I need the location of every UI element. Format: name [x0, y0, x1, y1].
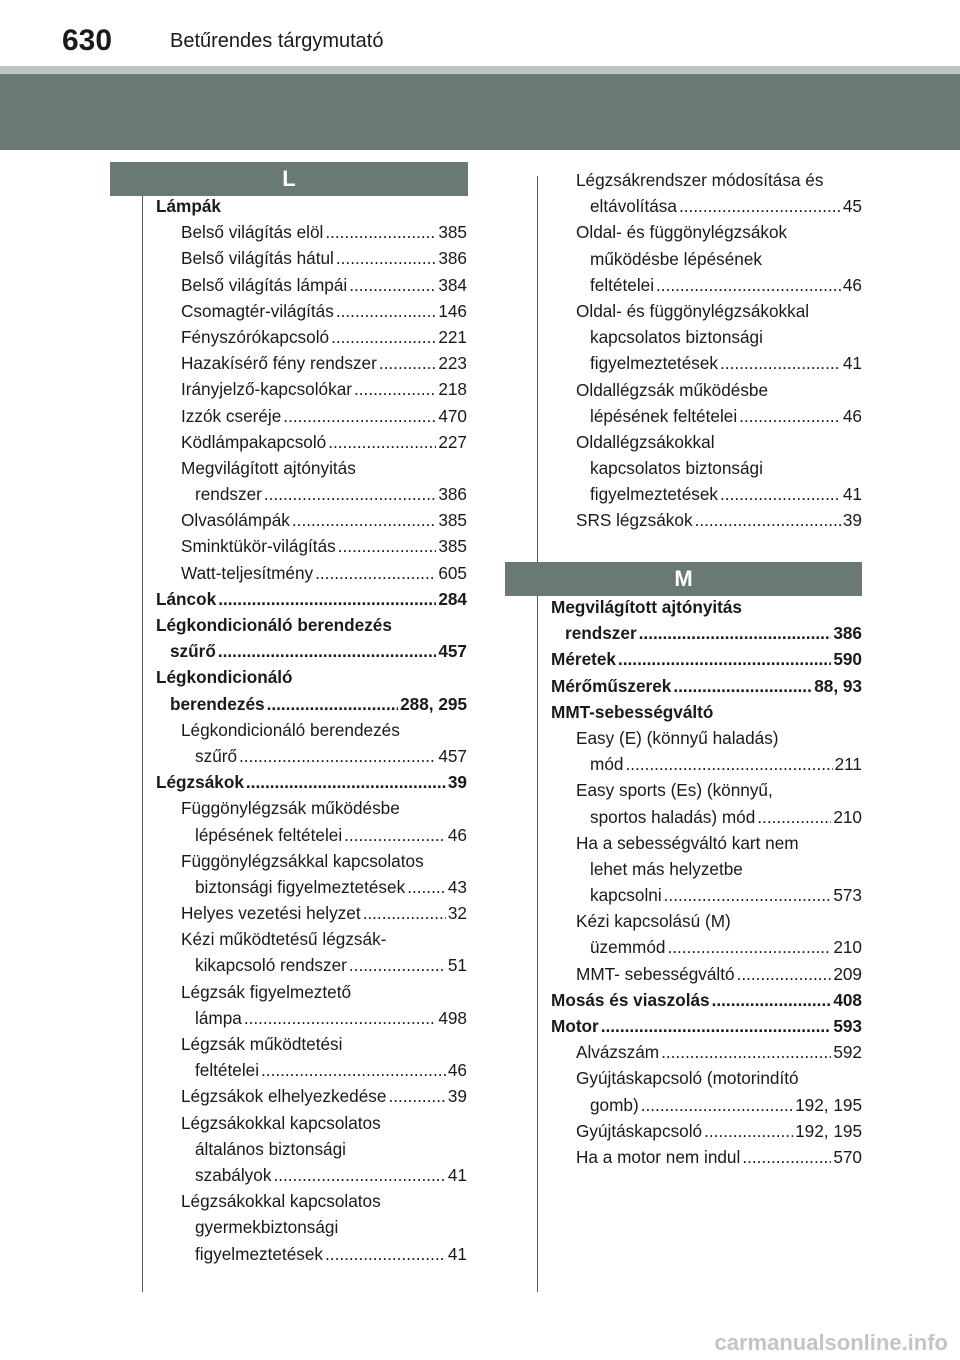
- index-entry-leader: [354, 376, 436, 402]
- index-entry-text: Belső világítás lámpái: [181, 274, 348, 295]
- index-entry-text: Gyújtáskapcsoló (motorindító: [576, 1068, 799, 1089]
- index-entry: [156, 507, 467, 533]
- index-entry-leader: [315, 560, 436, 586]
- index-entry-leader: [336, 298, 436, 324]
- index-entry-leader: [618, 646, 831, 672]
- index-entry-text: Függönylégzsák működésbe: [181, 798, 400, 819]
- index-entry-text: Watt-teljesítmény: [181, 562, 314, 583]
- index-entry: [551, 751, 862, 777]
- index-entry-page: 498: [438, 1007, 467, 1028]
- index-entry: [551, 324, 862, 350]
- index-entry: [156, 586, 467, 612]
- index-entry-text: Mérőműszerek: [551, 675, 672, 696]
- index-entry-leader: [757, 804, 831, 830]
- index-entry-page: 46: [447, 824, 467, 845]
- index-entry-leader: [336, 245, 436, 271]
- index-entry: [551, 646, 862, 672]
- index-entry: [551, 856, 862, 882]
- index-entry-page: 192, 195: [795, 1094, 862, 1115]
- index-entry-page: 41: [842, 484, 862, 505]
- index-entry-text: feltételei: [590, 274, 655, 295]
- index-entry: [551, 725, 862, 751]
- index-entry-page: 211: [834, 754, 862, 775]
- index-entry-page: 41: [447, 1164, 467, 1185]
- index-entry: [551, 620, 862, 646]
- index-entry-leader: [720, 350, 841, 376]
- index-entry-text: kikapcsoló rendszer: [195, 955, 347, 976]
- index-entry: [551, 673, 862, 699]
- index-entry: [156, 272, 467, 298]
- index-entry-text: gyermekbiztonsági: [195, 1217, 339, 1238]
- index-entry-text: kapcsolni: [590, 885, 662, 906]
- section-header-m: M: [505, 562, 862, 596]
- index-entry-text: Easy (E) (könnyű haladás): [576, 727, 779, 748]
- index-entry: [156, 952, 467, 978]
- index-entry-text: Oldallégzsák működésbe: [576, 379, 769, 400]
- index-entry: [551, 219, 862, 245]
- index-entry-leader: [239, 743, 436, 769]
- index-entry-leader: [325, 219, 436, 245]
- index-entry-page: 51: [447, 955, 467, 976]
- index-entry-leader: [737, 961, 832, 987]
- index-entry-text: MMT-sebességváltó: [551, 701, 714, 722]
- header-band: [0, 74, 960, 150]
- index-column-left: [156, 193, 467, 1267]
- index-entry-page: 408: [833, 989, 862, 1010]
- index-entry: [156, 848, 467, 874]
- index-entry-text: szabályok: [195, 1164, 272, 1185]
- index-entry-page: 46: [842, 274, 862, 295]
- index-entry-text: kapcsolatos biztonsági: [590, 458, 763, 479]
- index-entry-text: Függönylégzsákkal kapcsolatos: [181, 850, 424, 871]
- index-entry-text: Megvilágított ajtónyitás: [551, 597, 742, 617]
- index-entry-leader: [739, 403, 841, 429]
- index-entry-page: 227: [438, 431, 467, 452]
- index-entry: [156, 219, 467, 245]
- index-entry-text: Légzsákokkal kapcsolatos: [181, 1191, 381, 1212]
- index-entry-page: 570: [833, 1146, 862, 1167]
- index-entry-text: rendszer: [195, 484, 262, 505]
- index-entry-leader: [349, 952, 446, 978]
- index-entry: [551, 455, 862, 481]
- index-entry-leader: [388, 1083, 445, 1109]
- index-entry-leader: [667, 934, 831, 960]
- index-entry: [156, 481, 467, 507]
- index-entry-text: Láncok: [156, 588, 217, 609]
- index-entry-text: lépésének feltételei: [195, 824, 343, 845]
- index-entry-text: berendezés: [170, 693, 265, 714]
- index-entry: [156, 900, 467, 926]
- index-entry: [156, 403, 467, 429]
- index-entry-text: Izzók cseréje: [181, 405, 282, 426]
- index-entry-text: MMT- sebességváltó: [576, 963, 735, 984]
- index-entry-page: 284: [438, 588, 467, 609]
- index-entry-page: 46: [842, 405, 862, 426]
- index-entry-leader: [664, 882, 832, 908]
- index-entry-leader: [601, 1013, 832, 1039]
- index-entry-text: lámpa: [195, 1007, 242, 1028]
- index-entry-text: Csomagtér-világítás: [181, 300, 334, 321]
- watermark-text: carmanualsonline.info: [714, 1330, 948, 1355]
- index-entry-leader: [742, 1144, 831, 1170]
- index-entry: [156, 1136, 467, 1162]
- index-entry: [156, 1005, 467, 1031]
- index-entry: [551, 429, 862, 455]
- index-entry-text: Ha a sebességváltó kart nem: [576, 832, 799, 853]
- index-entry: [551, 830, 862, 856]
- index-entry-text: Kézi működtetésű légzsák-: [181, 929, 387, 950]
- index-entry-leader: [338, 533, 437, 559]
- index-entry-text: Légzsák működtetési: [181, 1034, 343, 1054]
- index-entry-leader: [720, 481, 841, 507]
- index-entry: [551, 934, 862, 960]
- index-entry-text: Ha a motor nem indul: [576, 1146, 741, 1167]
- index-entry: [551, 1013, 862, 1039]
- index-entry: [156, 1214, 467, 1240]
- index-entry-page: 385: [438, 536, 467, 557]
- index-entry: [551, 1144, 862, 1170]
- index-entry-text: figyelmeztetések: [590, 484, 719, 505]
- index-entry: [551, 246, 862, 272]
- index-entry-page: 39: [842, 510, 862, 531]
- index-entry-page: 457: [438, 641, 467, 662]
- index-entry-page: 386: [438, 484, 467, 505]
- index-entry-text: Belső világítás elöl: [181, 222, 324, 243]
- index-entry: [156, 717, 467, 743]
- index-entry-text: sportos haladás) mód: [590, 806, 756, 827]
- index-entry: [156, 560, 467, 586]
- page-title: Betűrendes tárgymutató: [170, 30, 384, 52]
- index-entry: [551, 908, 862, 934]
- index-entry: [551, 882, 862, 908]
- index-entry: [156, 638, 467, 664]
- index-entry-leader: [363, 900, 446, 926]
- index-entry-text: feltételei: [195, 1060, 260, 1081]
- index-entry-leader: [673, 673, 812, 699]
- index-entry: [156, 429, 467, 455]
- index-entry-text: Gyújtáskapcsoló: [576, 1120, 703, 1141]
- index-entry: [551, 481, 862, 507]
- index-entry: [156, 1031, 467, 1057]
- index-entry-text: működésbe lépésének: [590, 248, 762, 269]
- index-entry: [551, 987, 862, 1013]
- index-entry: [156, 1162, 467, 1188]
- index-entry-text: Légkondicionáló berendezés: [181, 719, 400, 740]
- index-entry-text: Légkondicionáló berendezés: [156, 615, 392, 635]
- index-entry: [156, 455, 467, 481]
- index-entry: [551, 961, 862, 987]
- index-entry-page: 288, 295: [400, 693, 467, 714]
- index-entry-page: 470: [438, 405, 467, 426]
- index-entry-text: Irányjelző-kapcsolókar: [181, 379, 352, 400]
- index-entry-leader: [661, 1039, 831, 1065]
- index-entry-text: Sminktükör-világítás: [181, 536, 336, 557]
- header-divider: [0, 66, 960, 74]
- index-entry-leader: [641, 1092, 793, 1118]
- index-entry-text: Megvilágított ajtónyitás: [181, 457, 356, 478]
- index-entry: [551, 403, 862, 429]
- index-column-right-top: [551, 167, 862, 534]
- index-entry-leader: [325, 1241, 446, 1267]
- index-entry: [551, 193, 862, 219]
- index-entry: [156, 298, 467, 324]
- index-entry-text: gomb): [590, 1094, 639, 1115]
- index-entry-text: Motor: [551, 1016, 599, 1036]
- index-entry-page: 457: [438, 745, 467, 766]
- index-entry-text: Easy sports (Es) (könnyű,: [576, 780, 773, 801]
- index-entry-text: lehet más helyzetbe: [590, 858, 743, 879]
- index-entry-page: 192, 195: [795, 1120, 862, 1141]
- index-entry: [156, 1057, 467, 1083]
- index-entry: [156, 926, 467, 952]
- page-header: [0, 0, 960, 150]
- index-entry-text: Olvasólámpák: [181, 510, 290, 531]
- index-entry-text: SRS légzsákok: [576, 510, 693, 531]
- index-entry: [156, 193, 467, 219]
- index-entry-leader: [218, 638, 436, 664]
- index-entry: [156, 1241, 467, 1267]
- index-entry-leader: [273, 1162, 445, 1188]
- index-entry: [156, 245, 467, 271]
- index-entry: [156, 324, 467, 350]
- index-entry-text: Oldal- és függönylégzsákokkal: [576, 300, 810, 321]
- index-entry-leader: [246, 769, 446, 795]
- index-entry-page: 46: [447, 1060, 467, 1081]
- index-entry: [156, 769, 467, 795]
- index-entry: [156, 1188, 467, 1214]
- index-entry: [156, 979, 467, 1005]
- index-entry-text: üzemmód: [590, 937, 666, 958]
- index-entry-leader: [639, 620, 832, 646]
- index-entry: [551, 350, 862, 376]
- index-entry-leader: [267, 691, 399, 717]
- index-entry-text: Fényszórókapcsoló: [181, 326, 330, 347]
- index-entry-text: rendszer: [565, 623, 637, 644]
- index-entry-text: kapcsolatos biztonsági: [590, 327, 763, 348]
- index-entry-text: Légkondicionáló: [156, 667, 293, 688]
- index-entry-page: 41: [842, 353, 862, 374]
- index-entry-leader: [244, 1005, 437, 1031]
- index-entry: [551, 272, 862, 298]
- index-entry-text: Mosás és viaszolás: [551, 989, 710, 1010]
- index-entry: [156, 612, 467, 638]
- index-entry-page: 573: [833, 885, 862, 906]
- index-entry-leader: [344, 822, 446, 848]
- index-entry-text: Légzsákrendszer módosítása és: [576, 170, 824, 190]
- index-entry-text: Légzsákokkal kapcsolatos: [181, 1112, 381, 1133]
- index-entry-page: 218: [438, 379, 467, 400]
- index-entry-leader: [679, 193, 841, 219]
- index-entry-page: 88, 93: [814, 675, 862, 696]
- index-entry: [551, 377, 862, 403]
- index-entry: [551, 777, 862, 803]
- index-entry: [551, 507, 862, 533]
- index-entry-page: 384: [438, 274, 467, 295]
- right-column-rule: [537, 176, 538, 1292]
- index-entry-text: Alvázszám: [576, 1042, 660, 1063]
- index-entry: [551, 699, 862, 725]
- index-entry: [551, 298, 862, 324]
- index-entry-text: figyelmeztetések: [195, 1243, 324, 1264]
- index-entry-page: 223: [438, 353, 467, 374]
- index-entry-text: lépésének feltételei: [590, 405, 738, 426]
- index-entry-text: Lámpák: [156, 196, 221, 216]
- index-entry-leader: [264, 481, 436, 507]
- index-entry-leader: [379, 350, 436, 376]
- index-entry-text: általános biztonsági: [195, 1138, 346, 1159]
- index-entry-leader: [625, 751, 832, 777]
- index-entry-text: eltávolítása: [590, 196, 677, 217]
- index-entry-page: 45: [842, 196, 862, 217]
- section-header-l: L: [110, 162, 468, 196]
- index-entry-leader: [328, 429, 436, 455]
- index-entry: [156, 691, 467, 717]
- index-entry-text: mód: [590, 754, 624, 775]
- index-entry: [551, 1065, 862, 1091]
- index-entry: [156, 533, 467, 559]
- index-entry-leader: [695, 507, 841, 533]
- index-entry-text: biztonsági figyelmeztetések: [195, 876, 406, 897]
- index-entry-text: Oldallégzsákokkal: [576, 431, 715, 452]
- index-entry-page: 593: [833, 1016, 862, 1036]
- index-entry: [551, 1092, 862, 1118]
- index-entry-page: 385: [438, 510, 467, 531]
- index-entry-leader: [261, 1057, 446, 1083]
- index-entry-page: 210: [833, 937, 862, 958]
- index-entry-text: figyelmeztetések: [590, 353, 719, 374]
- page-number: 630: [62, 24, 113, 57]
- index-entry-text: szűrő: [195, 745, 238, 766]
- index-entry-page: 221: [438, 326, 467, 347]
- index-entry-text: Kézi kapcsolású (M): [576, 911, 731, 932]
- index-entry-page: 43: [447, 876, 467, 897]
- index-entry: [156, 376, 467, 402]
- index-entry-page: 605: [438, 562, 467, 583]
- index-entry: [156, 795, 467, 821]
- index-entry: [156, 822, 467, 848]
- index-entry-text: Légzsák figyelmeztető: [181, 981, 352, 1002]
- index-entry-page: 210: [833, 806, 862, 827]
- index-entry: [551, 594, 862, 620]
- index-entry: [156, 743, 467, 769]
- index-entry-leader: [292, 507, 436, 533]
- index-entry-page: 209: [833, 963, 862, 984]
- index-entry-text: Oldal- és függönylégzsákok: [576, 222, 788, 243]
- index-entry-leader: [331, 324, 436, 350]
- index-entry-page: 39: [447, 772, 467, 793]
- index-entry-leader: [283, 403, 436, 429]
- index-entry-page: 146: [438, 300, 467, 321]
- index-entry-text: Belső világítás hátul: [181, 248, 334, 269]
- index-entry-text: Légzsákok: [156, 772, 244, 793]
- index-entry: [551, 167, 862, 193]
- index-entry-page: 39: [447, 1086, 467, 1107]
- index-entry-text: szűrő: [170, 641, 216, 662]
- index-entry: [551, 1039, 862, 1065]
- index-entry: [551, 1118, 862, 1144]
- index-entry-page: 592: [833, 1042, 862, 1063]
- index-entry-page: 32: [447, 903, 467, 924]
- index-entry-text: Helyes vezetési helyzet: [181, 903, 361, 924]
- index-entry: [156, 1083, 467, 1109]
- index-entry: [156, 664, 467, 690]
- index-entry-page: 385: [438, 222, 467, 243]
- index-entry-page: 386: [833, 623, 862, 644]
- index-entry-leader: [704, 1118, 793, 1144]
- index-column-right-m: [551, 594, 862, 1170]
- index-entry: [156, 350, 467, 376]
- index-entry: [156, 874, 467, 900]
- index-entry: [156, 1110, 467, 1136]
- index-entry-leader: [407, 874, 446, 900]
- index-entry-leader: [656, 272, 841, 298]
- index-entry-leader: [712, 987, 832, 1013]
- index-entry-page: 386: [438, 248, 467, 269]
- left-column-rule: [142, 176, 143, 1292]
- index-entry-text: Légzsákok elhelyezkedése: [181, 1086, 387, 1107]
- index-entry-text: Ködlámpakapcsoló: [181, 431, 327, 452]
- index-entry: [551, 804, 862, 830]
- index-entry-page: 41: [447, 1243, 467, 1264]
- index-entry-text: Méretek: [551, 649, 616, 670]
- index-entry-leader: [218, 586, 436, 612]
- index-entry-text: Hazakísérő fény rendszer: [181, 353, 377, 374]
- index-entry-page: 590: [833, 649, 862, 670]
- index-entry-leader: [349, 272, 436, 298]
